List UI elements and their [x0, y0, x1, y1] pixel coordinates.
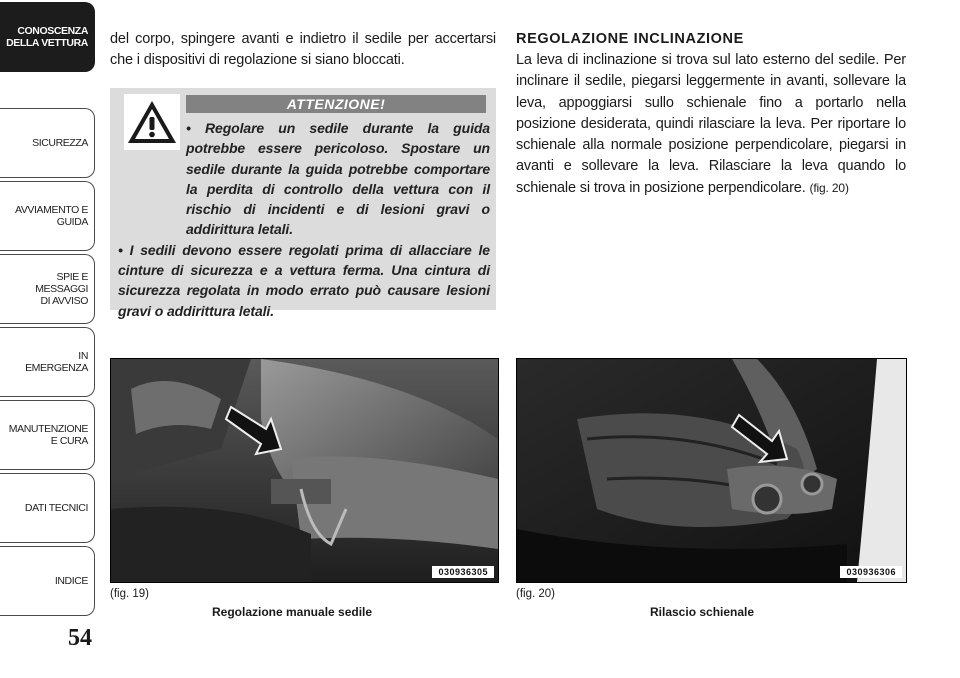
section-title: REGOLAZIONE INCLINAZIONE: [516, 31, 744, 47]
figure-backrest-release: [516, 358, 907, 583]
right-column: [516, 29, 906, 199]
left-column: [110, 29, 496, 71]
tab-label: SPIE E MESSAGGI DI AVVISO: [35, 271, 88, 307]
chapter-sidebar: [0, 0, 100, 651]
tab-label: IN EMERGENZA: [25, 350, 88, 374]
seat-adjust-photo: [111, 359, 498, 582]
figure-code: 030936306: [840, 566, 902, 578]
tab-label: AVVIAMENTO E GUIDA: [15, 204, 88, 228]
figure-caption-19: Regolazione manuale sedile: [212, 605, 373, 619]
figure-caption-20: Rilascio schienale: [650, 605, 755, 619]
page-number: 54: [68, 625, 92, 651]
fig-reference[interactable]: (fig. 20): [809, 180, 849, 195]
tab-label: MANUTENZIONE E CURA: [8, 423, 88, 447]
tab-dati-tecnici[interactable]: [0, 473, 95, 543]
figure-ref-19: (fig. 19): [110, 588, 149, 600]
tab-avviamento-e-guida[interactable]: [0, 181, 95, 251]
warning-bullet-2: • I sedili devono essere regolati prima di allacciare le cinture di sicurezza e a vettura ferma. Una cintura di sicurezza regolata in modo errato può causare lesioni gravi o addirittura letali.: [118, 241, 490, 319]
tab-label: SICUREZZA: [32, 137, 88, 149]
backrest-release-photo: [517, 359, 906, 582]
tab-conoscenza-della-vettura[interactable]: [0, 2, 95, 72]
figure-code: 030936305: [432, 566, 494, 578]
tab-manutenzione-e-cura[interactable]: [0, 400, 95, 470]
tab-label: INDICE: [54, 575, 88, 587]
figure-ref-20: (fig. 20): [516, 588, 555, 600]
warning-bullet-1: • Regolare un sedile durante la guida potrebbe essere pericoloso. Spostare un sedile durante la guida potrebbe comportare la perdita di controllo della vettura con il rischio di incidenti e di lesioni gravi o addirittura letali.: [186, 120, 490, 238]
tab-spie-e-messaggi[interactable]: [0, 254, 95, 324]
tab-label: CONOSCENZA DELLA VETTURA: [6, 25, 88, 49]
warning-text: [118, 118, 490, 321]
figure-seat-manual-adjust: [110, 358, 499, 583]
warning-box: [110, 88, 496, 319]
tab-in-emergenza[interactable]: [0, 327, 95, 397]
tab-sicurezza[interactable]: [0, 108, 95, 178]
warning-header: ATTENZIONE!: [186, 95, 486, 113]
tab-indice[interactable]: [0, 546, 95, 616]
tab-label: DATI TECNICI: [24, 502, 88, 514]
body-text: La leva di inclinazione si trova sul lato esterno del sedile. Per inclinare il sedile, piegarsi leggermente in avanti, sollevare la leva, appoggiarsi sullo schienale fino a portarlo nella posizione desiderata, quindi rilasciare la leva. Per riportare lo schienale alla normale posizione perpendicolare, piegarsi in avanti e sollevare la leva. Rilasciare la leva quando lo schienale si trova in posizione perpendicolare.: [516, 52, 906, 196]
intro-paragraph: del corpo, spingere avanti e indietro il sedile per accertarsi che i dispositivi di regolazione si siano bloccati.: [110, 31, 496, 68]
body-paragraph: [516, 50, 906, 199]
